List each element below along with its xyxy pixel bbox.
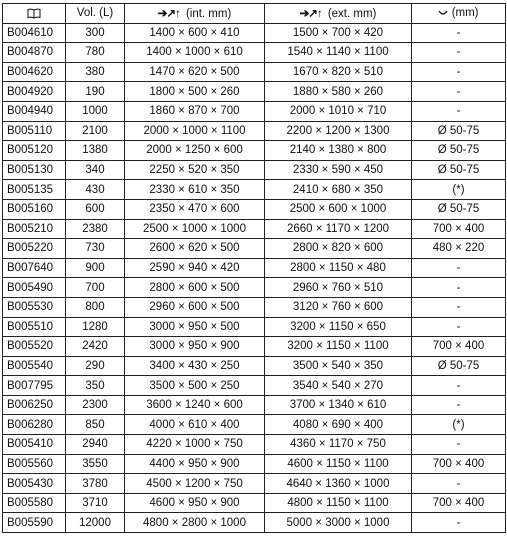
ext-dims-cell: 2410 × 680 × 350 [265, 180, 412, 200]
opening-cell: - [412, 258, 506, 278]
opening-cell: Ø 50-75 [412, 356, 506, 376]
ext-dims-cell: 2800 × 820 × 600 [265, 239, 412, 259]
volume-cell: 3550 [66, 454, 125, 474]
ext-dims-cell: 2800 × 1150 × 480 [265, 258, 412, 278]
opening-arc-icon [438, 9, 448, 17]
opening-cell: 700 × 400 [412, 493, 506, 513]
code-cell: B005120 [3, 141, 66, 161]
code-cell: B005160 [3, 199, 66, 219]
table-row [3, 415, 506, 435]
volume-cell: 380 [66, 62, 125, 82]
ext-dims-cell: 2140 × 1380 × 800 [265, 141, 412, 161]
table-row [3, 513, 506, 533]
int-dims-cell: 4600 × 950 × 900 [125, 493, 265, 513]
code-cell: B007795 [3, 376, 66, 396]
opening-cell: 700 × 400 [412, 454, 506, 474]
volume-cell: 780 [66, 43, 125, 63]
int-dims-cell: 2590 × 940 × 420 [125, 258, 265, 278]
table-row [3, 62, 506, 82]
ext-dims-cell: 4360 × 1170 × 750 [265, 435, 412, 455]
table-row [3, 180, 506, 200]
volume-cell: 3710 [66, 493, 125, 513]
ext-dims-cell: 1500 × 700 × 420 [265, 23, 412, 43]
header-row [3, 4, 506, 24]
code-cell: B005135 [3, 180, 66, 200]
int-dims-cell: 2000 × 1000 × 1100 [125, 121, 265, 141]
opening-cell: - [412, 474, 506, 494]
ext-dims-cell: 4800 × 1150 × 1100 [265, 493, 412, 513]
table-row [3, 317, 506, 337]
table-row [3, 239, 506, 259]
volume-cell: 2420 [66, 337, 125, 357]
volume-cell: 2300 [66, 395, 125, 415]
code-cell: B005130 [3, 160, 66, 180]
int-dims-cell: 2330 × 610 × 350 [125, 180, 265, 200]
volume-cell: 2380 [66, 219, 125, 239]
header-int-dims [125, 4, 265, 24]
volume-cell: 730 [66, 239, 125, 259]
table-row [3, 376, 506, 396]
volume-cell: 1000 [66, 101, 125, 121]
book-icon [27, 8, 41, 19]
opening-cell: Ø 50-75 [412, 141, 506, 161]
code-cell: B007640 [3, 258, 66, 278]
opening-cell: - [412, 297, 506, 317]
table-row [3, 337, 506, 357]
table-row [3, 278, 506, 298]
ext-dims-cell: 2660 × 1170 × 1200 [265, 219, 412, 239]
int-dims-cell: 1470 × 620 × 500 [125, 62, 265, 82]
code-cell: B005580 [3, 493, 66, 513]
int-dims-cell: 4220 × 1000 × 750 [125, 435, 265, 455]
int-dims-cell: 3600 × 1240 × 600 [125, 395, 265, 415]
code-cell: B004620 [3, 62, 66, 82]
table-row [3, 121, 506, 141]
volume-cell: 290 [66, 356, 125, 376]
opening-cell: - [412, 82, 506, 102]
code-cell: B006280 [3, 415, 66, 435]
int-dims-cell: 2250 × 520 × 350 [125, 160, 265, 180]
ext-dims-cell: 1880 × 580 × 260 [265, 82, 412, 102]
code-cell: B004870 [3, 43, 66, 63]
code-cell: B005540 [3, 356, 66, 376]
ext-dims-cell: 4080 × 690 × 400 [265, 415, 412, 435]
code-cell: B005510 [3, 317, 66, 337]
opening-cell: 700 × 400 [412, 219, 506, 239]
opening-cell: - [412, 278, 506, 298]
code-cell: B004940 [3, 101, 66, 121]
header-opening-label: (mm) [451, 7, 479, 20]
opening-cell: - [412, 23, 506, 43]
ext-dims-cell: 2200 × 1200 × 1300 [265, 121, 412, 141]
volume-cell: 350 [66, 376, 125, 396]
int-dims-cell: 2500 × 1000 × 1000 [125, 219, 265, 239]
ext-dims-cell: 3540 × 540 × 270 [265, 376, 412, 396]
ext-dims-cell: 3120 × 760 × 600 [265, 297, 412, 317]
table-row [3, 43, 506, 63]
code-cell: B005590 [3, 513, 66, 533]
volume-cell: 850 [66, 415, 125, 435]
int-dims-cell: 1800 × 500 × 260 [125, 82, 265, 102]
code-cell: B005430 [3, 474, 66, 494]
code-cell: B006250 [3, 395, 66, 415]
table-row [3, 141, 506, 161]
code-cell: B004610 [3, 23, 66, 43]
code-cell: B005410 [3, 435, 66, 455]
opening-cell: Ø 50-75 [412, 160, 506, 180]
volume-cell: 300 [66, 23, 125, 43]
int-dims-cell: 1400 × 1000 × 610 [125, 43, 265, 63]
int-dims-cell: 2800 × 600 × 500 [125, 278, 265, 298]
ext-dims-cell: 3200 × 1150 × 650 [265, 317, 412, 337]
int-dims-cell: 2000 × 1250 × 600 [125, 141, 265, 161]
int-dims-cell: 2600 × 620 × 500 [125, 239, 265, 259]
header-int-label: (int. mm) [185, 8, 232, 21]
dimension-arrows-icon: ➔↗↑ [299, 8, 322, 21]
int-dims-cell: 4000 × 610 × 400 [125, 415, 265, 435]
int-dims-cell: 3500 × 500 × 250 [125, 376, 265, 396]
volume-cell: 340 [66, 160, 125, 180]
code-cell: B005210 [3, 219, 66, 239]
dimension-arrows-icon: ➔↗↑ [157, 8, 180, 21]
opening-cell: 700 × 400 [412, 337, 506, 357]
volume-cell: 600 [66, 199, 125, 219]
ext-dims-cell: 2000 × 1010 × 710 [265, 101, 412, 121]
int-dims-cell: 4800 × 2800 × 1000 [125, 513, 265, 533]
table-row [3, 199, 506, 219]
volume-cell: 2940 [66, 435, 125, 455]
table-row [3, 101, 506, 121]
code-cell: B004920 [3, 82, 66, 102]
volume-cell: 3780 [66, 474, 125, 494]
header-ext-label: (ext. mm) [327, 8, 377, 21]
int-dims-cell: 3000 × 950 × 500 [125, 317, 265, 337]
header-code [3, 4, 66, 24]
volume-cell: 900 [66, 258, 125, 278]
volume-cell: 2100 [66, 121, 125, 141]
volume-cell: 190 [66, 82, 125, 102]
table-row [3, 219, 506, 239]
volume-cell: 800 [66, 297, 125, 317]
ext-dims-cell: 1670 × 820 × 510 [265, 62, 412, 82]
table-row [3, 23, 506, 43]
table-row [3, 454, 506, 474]
opening-cell: (*) [412, 415, 506, 435]
opening-cell: (*) [412, 180, 506, 200]
ext-dims-cell: 1540 × 1140 × 1100 [265, 43, 412, 63]
volume-cell: 1380 [66, 141, 125, 161]
code-cell: B005560 [3, 454, 66, 474]
ext-dims-cell: 3700 × 1340 × 610 [265, 395, 412, 415]
volume-cell: 430 [66, 180, 125, 200]
code-cell: B005520 [3, 337, 66, 357]
product-dimensions-table [2, 3, 506, 533]
int-dims-cell: 1400 × 600 × 410 [125, 23, 265, 43]
opening-cell: - [412, 317, 506, 337]
opening-cell: 480 × 220 [412, 239, 506, 259]
code-cell: B005490 [3, 278, 66, 298]
table-row [3, 160, 506, 180]
opening-cell: Ø 50-75 [412, 121, 506, 141]
ext-dims-cell: 2960 × 760 × 510 [265, 278, 412, 298]
opening-cell: - [412, 435, 506, 455]
table-row [3, 297, 506, 317]
code-cell: B005220 [3, 239, 66, 259]
code-cell: B005110 [3, 121, 66, 141]
int-dims-cell: 4400 × 950 × 900 [125, 454, 265, 474]
opening-cell: - [412, 101, 506, 121]
ext-dims-cell: 3500 × 540 × 350 [265, 356, 412, 376]
int-dims-cell: 2350 × 470 × 600 [125, 199, 265, 219]
opening-cell: - [412, 62, 506, 82]
opening-cell: - [412, 376, 506, 396]
ext-dims-cell: 5000 × 3000 × 1000 [265, 513, 412, 533]
int-dims-cell: 3000 × 950 × 900 [125, 337, 265, 357]
ext-dims-cell: 4600 × 1150 × 1100 [265, 454, 412, 474]
table-row [3, 395, 506, 415]
table-row [3, 435, 506, 455]
int-dims-cell: 2960 × 600 × 500 [125, 297, 265, 317]
code-cell: B005530 [3, 297, 66, 317]
table-row [3, 474, 506, 494]
opening-cell: - [412, 43, 506, 63]
ext-dims-cell: 2500 × 600 × 1000 [265, 199, 412, 219]
ext-dims-cell: 4640 × 1360 × 1000 [265, 474, 412, 494]
int-dims-cell: 1860 × 870 × 700 [125, 101, 265, 121]
header-opening [412, 4, 506, 24]
volume-cell: 700 [66, 278, 125, 298]
volume-cell: 12000 [66, 513, 125, 533]
table-row [3, 82, 506, 102]
table-row [3, 356, 506, 376]
table-row [3, 258, 506, 278]
ext-dims-cell: 3200 × 1150 × 1100 [265, 337, 412, 357]
ext-dims-cell: 2330 × 590 × 450 [265, 160, 412, 180]
int-dims-cell: 3400 × 430 × 250 [125, 356, 265, 376]
int-dims-cell: 4500 × 1200 × 750 [125, 474, 265, 494]
header-volume: Vol. (L) [66, 4, 125, 24]
header-ext-dims [265, 4, 412, 24]
volume-cell: 1280 [66, 317, 125, 337]
opening-cell: - [412, 513, 506, 533]
table-row [3, 493, 506, 513]
opening-cell: - [412, 395, 506, 415]
opening-cell: Ø 50-75 [412, 199, 506, 219]
